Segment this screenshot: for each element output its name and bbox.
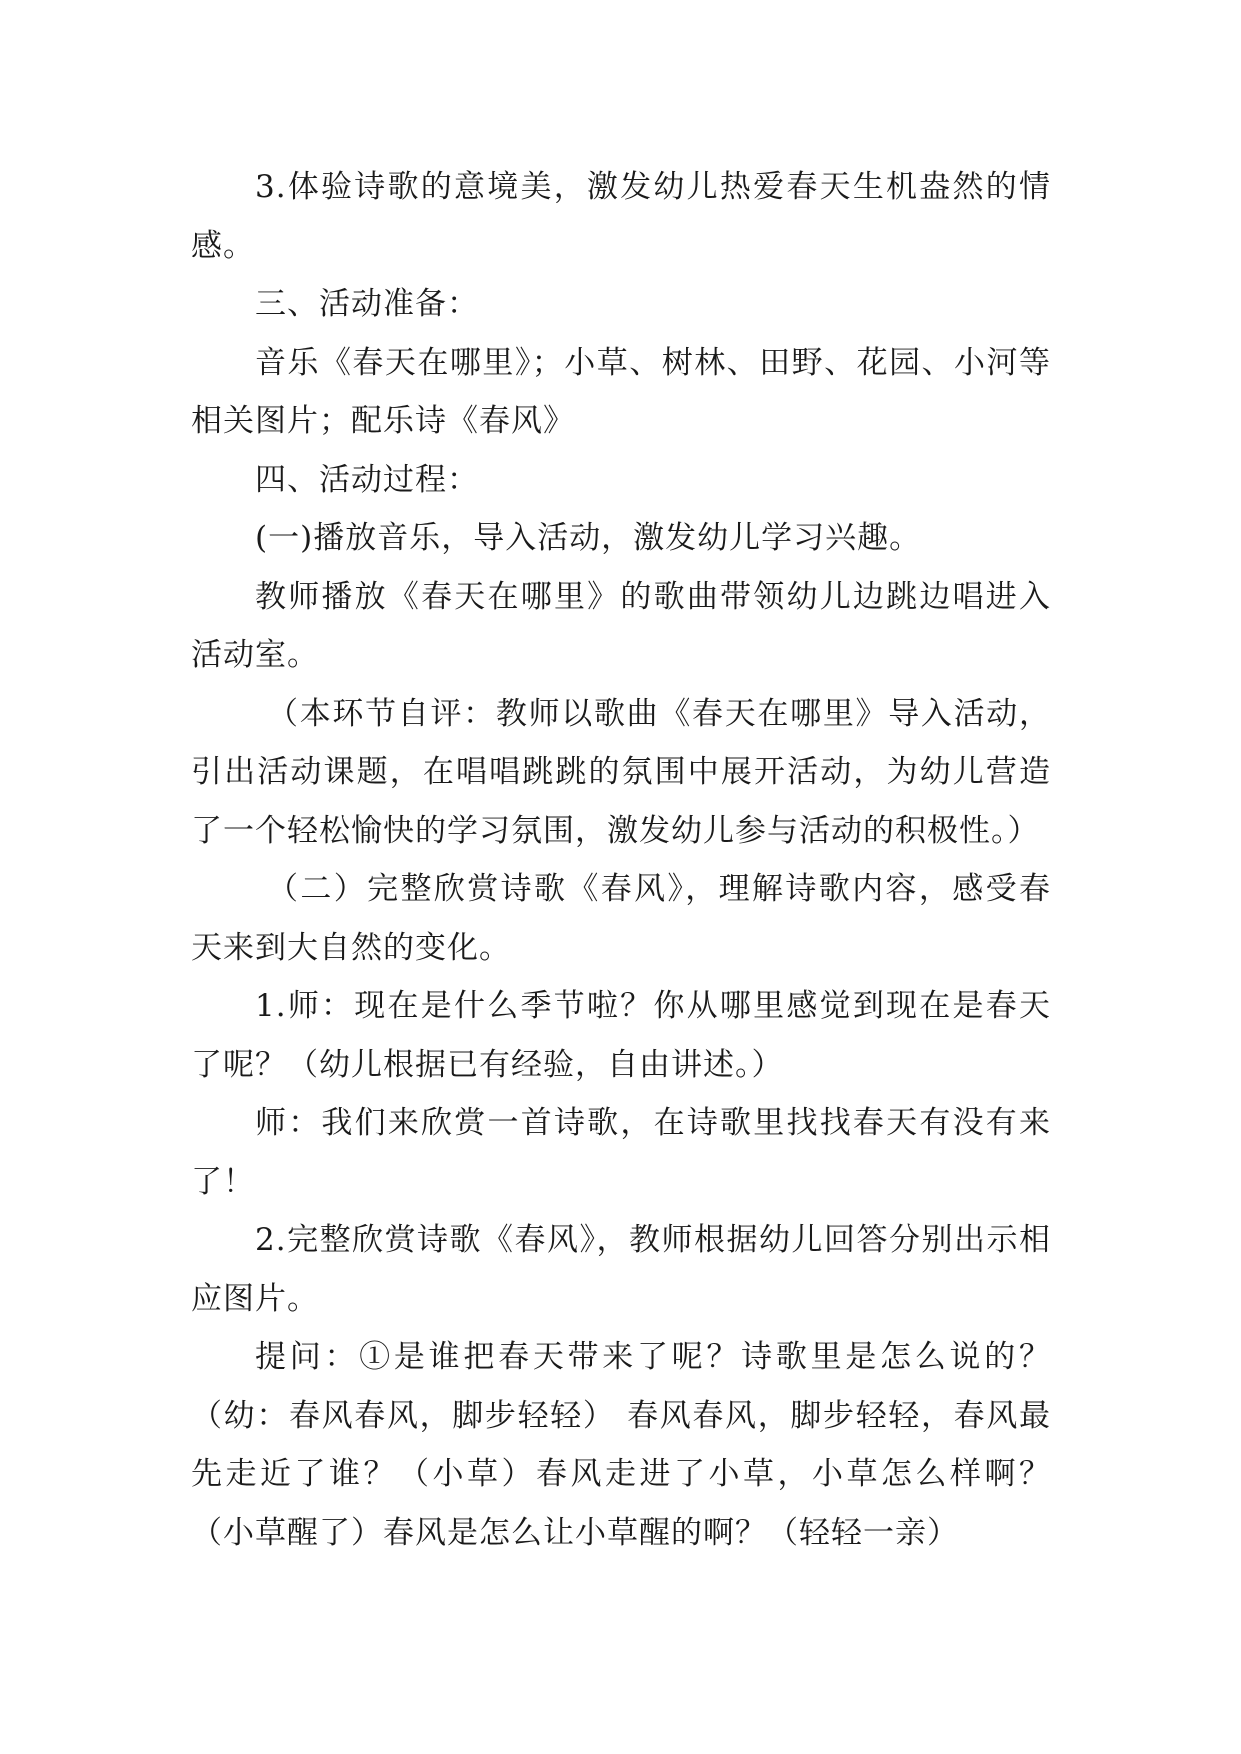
questions-paragraph: 提问：①是谁把春天带来了呢？诗歌里是怎么说的？（幼：春风春风，脚步轻轻） 春风春风，脚步轻轻，春风最先走近了谁？（小草）春风走进了小草，小草怎么样啊？（小草醒了）春风是怎么让小草醒的啊？（轻轻一亲） <box>191 1339 1051 1551</box>
step-1-heading: (一)播放音乐，导入活动，激发幼儿学习兴趣。 <box>255 520 922 556</box>
self-evaluation-paragraph: （本环节自评：教师以歌曲《春天在哪里》导入活动，引出活动课题，在唱唱跳跳的氛围中展开活动，为幼儿营造了一个轻松愉快的学习氛围，激发幼儿参与活动的积极性。） <box>191 695 1051 849</box>
step-1-paragraph: 教师播放《春天在哪里》的歌曲带领幼儿边跳边唱进入活动室。 <box>191 578 1051 673</box>
preparation-paragraph: 音乐《春天在哪里》；小草、树林、田野、花园、小河等相关图片；配乐诗《春风》 <box>191 344 1051 439</box>
preparation-heading: 三、活动准备： <box>255 286 479 322</box>
question-1-paragraph: 1.师：现在是什么季节啦？你从哪里感觉到现在是春天了呢？（幼儿根据已有经验，自由讲述。） <box>191 988 1051 1083</box>
step-2-heading: （二）完整欣赏诗歌《春风》，理解诗歌内容，感受春天来到大自然的变化。 <box>191 871 1051 966</box>
teacher-prompt-paragraph: 师：我们来欣赏一首诗歌，在诗歌里找找春天有没有来了！ <box>191 1105 1051 1200</box>
objective-3-paragraph: 3.体验诗歌的意境美，激发幼儿热爱春天生机盎然的情感。 <box>191 169 1051 264</box>
document-body <box>191 158 1051 1562</box>
process-heading: 四、活动过程： <box>255 461 479 498</box>
appreciation-paragraph: 2.完整欣赏诗歌《春风》，教师根据幼儿回答分别出示相应图片。 <box>191 1222 1051 1317</box>
